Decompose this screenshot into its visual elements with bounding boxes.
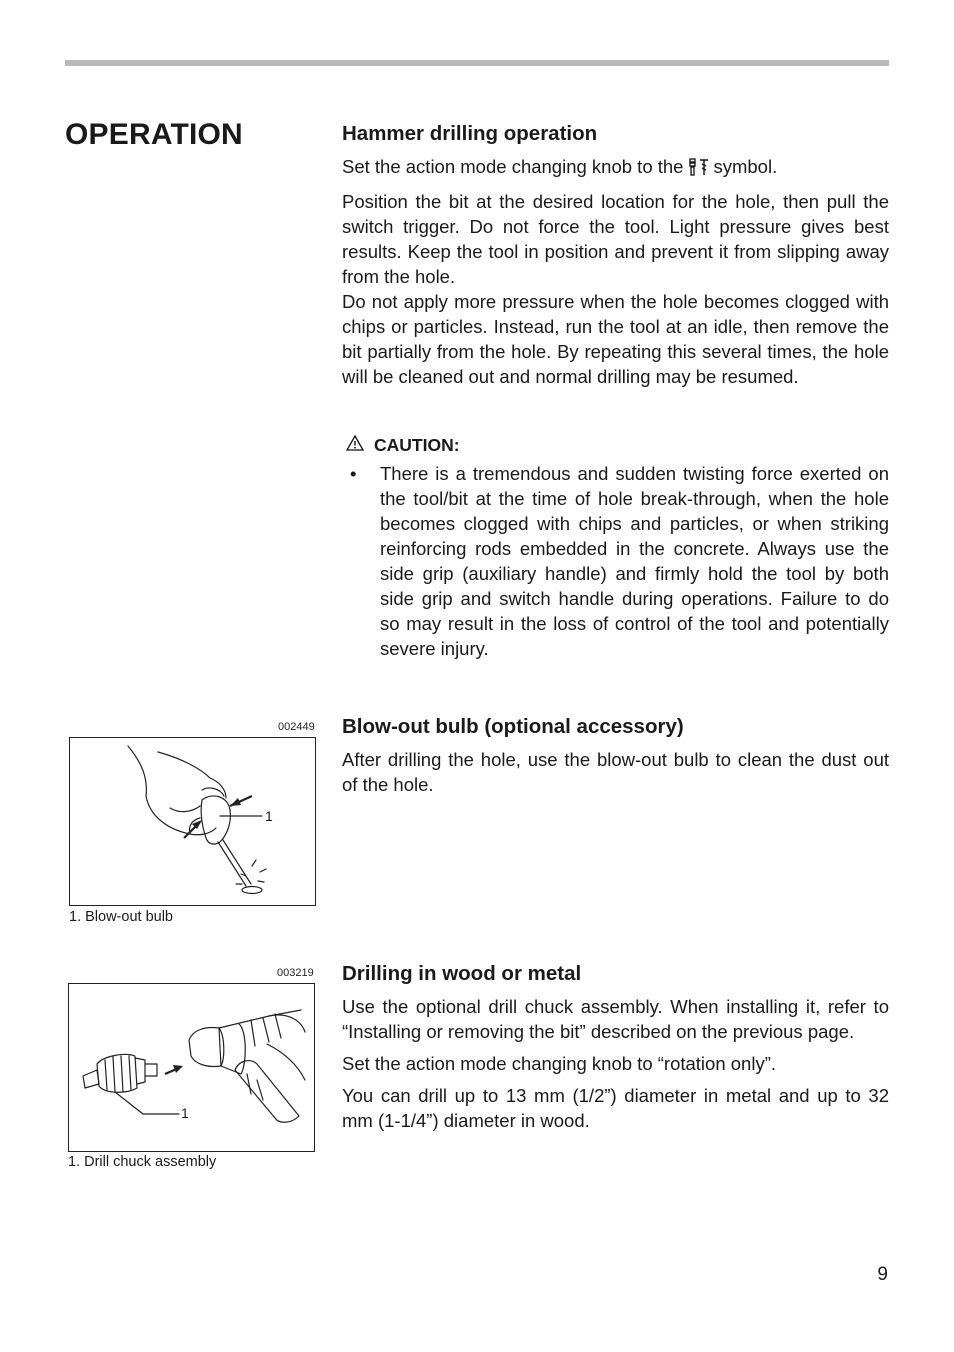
blowout-bulb-illustration bbox=[70, 738, 314, 904]
wood-metal-section bbox=[342, 961, 889, 1140]
blowout-callout-number: 1 bbox=[265, 808, 273, 824]
hammer-drill-mode-icon bbox=[689, 157, 709, 182]
blowout-figure-code: 002449 bbox=[278, 721, 315, 733]
hammer-drilling-heading: Hammer drilling operation bbox=[342, 122, 598, 145]
caution-heading bbox=[342, 433, 889, 457]
caution-block bbox=[342, 433, 889, 661]
hammer-set-instruction bbox=[342, 154, 889, 182]
hammer-set-suffix: symbol. bbox=[713, 156, 778, 177]
blowout-text: After drilling the hole, use the blow-out bulb to clean the dust out of the hole. bbox=[342, 749, 889, 795]
chuck-figure-code: 003219 bbox=[277, 967, 314, 979]
hammer-paragraph-1: Position the bit at the desired location for the hole, then pull the switch trigger. Do not force the tool. Light pressure gives best results. Keep the tool in position and prevent it from slipping away from the hole. bbox=[342, 191, 889, 287]
section-title: OPERATION bbox=[65, 118, 243, 151]
blowout-heading: Blow-out bulb (optional accessory) bbox=[342, 715, 684, 738]
caution-bullet-item bbox=[342, 461, 889, 661]
wood-metal-paragraph-1: Use the optional drill chuck assembly. When installing it, refer to “Installing or removing the bit” described on the previous page. bbox=[342, 996, 889, 1042]
warning-triangle-icon bbox=[342, 433, 374, 458]
blowout-section bbox=[342, 714, 889, 804]
blowout-bulb-figure bbox=[69, 737, 316, 906]
chuck-caption: 1. Drill chuck assembly bbox=[68, 1154, 217, 1170]
caution-label: CAUTION: bbox=[374, 434, 460, 455]
wood-metal-paragraph-3: You can drill up to 13 mm (1/2”) diameter in metal and up to 32 mm (1-1/4”) diameter in wood. bbox=[342, 1085, 889, 1131]
bullet-marker: • bbox=[350, 463, 357, 484]
hammer-set-text: Set the action mode changing knob to the bbox=[342, 156, 684, 177]
hammer-paragraph-2: Do not apply more pressure when the hole becomes clogged with chips or particles. Instead, run the tool at an idle, then remove the bit partially from the hole. By repeating this several times, the hole will be cleaned out and normal drilling may be resumed. bbox=[342, 291, 889, 387]
drill-chuck-figure bbox=[68, 983, 315, 1152]
wood-metal-heading: Drilling in wood or metal bbox=[342, 962, 582, 985]
blowout-caption: 1. Blow-out bulb bbox=[69, 909, 173, 925]
page-number: 9 bbox=[877, 1264, 888, 1285]
hammer-drilling-section bbox=[342, 121, 889, 396]
wood-metal-paragraph-2: Set the action mode changing knob to “rotation only”. bbox=[342, 1053, 776, 1074]
drill-chuck-illustration bbox=[69, 984, 313, 1150]
chuck-callout-number: 1 bbox=[181, 1105, 189, 1121]
caution-text: There is a tremendous and sudden twisting force exerted on the tool/bit at the time of hole break-through, when the hole becomes clogged with chips and particles, or when striking reinforcing rods embedded in the concrete. Always use the side grip (auxiliary handle) and firmly hold the tool by both side grip and switch handle during operations. Failure to do so may result in the loss of control of the tool and potentially severe injury. bbox=[380, 463, 889, 659]
top-rule bbox=[65, 60, 889, 66]
